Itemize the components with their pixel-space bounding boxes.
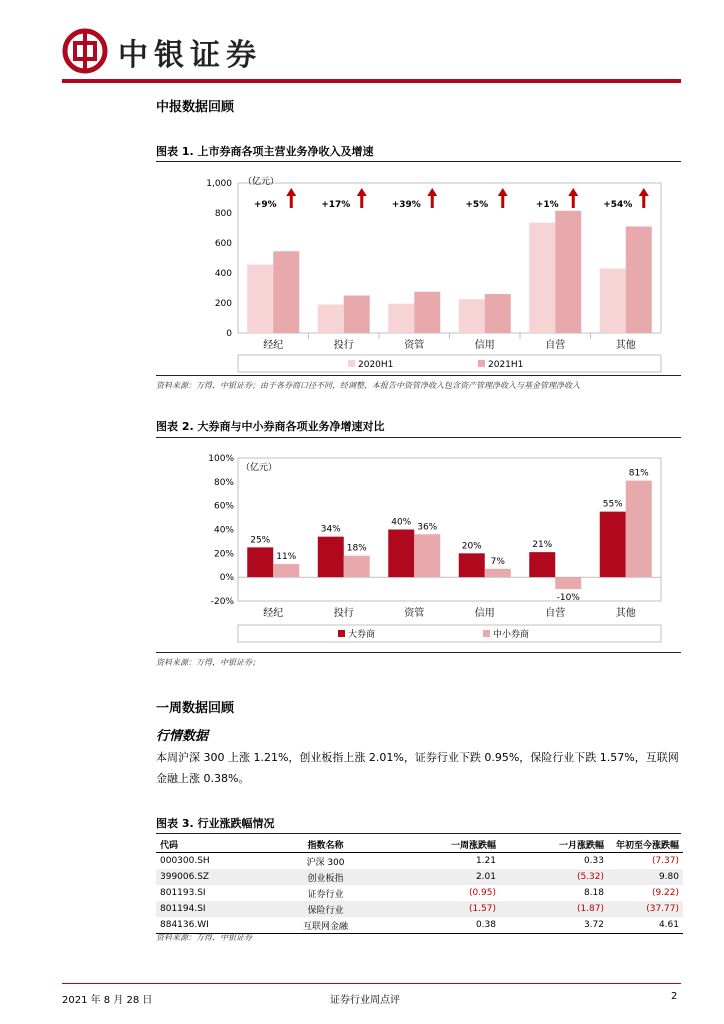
bar-small-broker: [485, 569, 511, 577]
up-arrow-shaft: [290, 195, 293, 208]
x-tick-label: 其他: [615, 608, 636, 619]
up-arrow-icon: [498, 188, 508, 196]
up-arrow-shaft: [572, 195, 575, 208]
plot-frame: [238, 458, 661, 604]
x-tick-label: 经纪: [263, 608, 284, 619]
up-arrow-icon: [286, 188, 296, 196]
table-cell: 2.01: [392, 869, 500, 885]
y-tick-label: 600: [214, 239, 232, 249]
growth-label: +1%: [535, 200, 559, 210]
table-cell: 4.61: [608, 917, 683, 934]
table-cell: 399006.SZ: [156, 869, 259, 885]
fig1-source: 资料来源：万得，中银证券；由于各券商口径不同，经调整，本报告中资管净收入包含资产管理净收入与基金管理净收入: [156, 381, 580, 390]
table-cell: 1.21: [475, 856, 496, 866]
x-tick-label: 自营: [545, 608, 566, 619]
table-cell: 0.33: [583, 856, 604, 866]
data-label: 34%: [320, 524, 341, 535]
bar-2020h1: [529, 223, 555, 333]
growth-label: +9%: [253, 200, 277, 210]
table-cell: (1.87): [500, 901, 608, 917]
table-cell: 8.18: [583, 888, 604, 898]
up-arrow-icon: [568, 188, 578, 196]
data-label: 55%: [602, 499, 623, 510]
fig3-title: 图表 3. 行业涨跌幅情况: [156, 817, 275, 830]
up-arrow-icon: [639, 188, 649, 196]
col-code: 代码: [156, 836, 259, 853]
table-cell: 9.80: [608, 869, 683, 885]
bar-2021h1: [273, 251, 299, 333]
y-unit-label: （亿元）: [241, 463, 278, 473]
fig2-source: 资料来源：万得，中银证券；: [156, 658, 260, 667]
x-tick-label: 经纪: [263, 340, 284, 351]
y-tick-label: -20%: [210, 597, 234, 607]
up-arrow-icon: [357, 188, 367, 196]
market-paragraph: 本周沪深 300 上涨 1.21%，创业板指上涨 2.01%，证券行业下跌 0.95%，保险行业下跌 1.57%，互联网金融上涨 0.38%。: [156, 751, 679, 785]
bar-large-broker: [247, 547, 273, 577]
bar-2021h1: [485, 294, 511, 333]
data-label: 40%: [391, 517, 412, 528]
growth-label: +17%: [321, 200, 351, 210]
fig1-rule: [156, 161, 681, 162]
section-title-2: 一周数据回顾: [156, 701, 235, 716]
y-tick-label: 400: [214, 269, 232, 279]
bar-2020h1: [600, 269, 626, 334]
fig2-title: 图表 2. 大券商与中小券商各项业务净增速对比: [156, 420, 385, 433]
data-label: 7%: [490, 556, 505, 567]
fig1-chart: [156, 165, 681, 375]
y-tick-label: 200: [214, 299, 232, 309]
legend-label: 2021H1: [488, 360, 524, 370]
legend-label: 中小券商: [493, 630, 530, 640]
legend-swatch: [483, 630, 490, 637]
legend-label: 大券商: [348, 630, 376, 640]
bar-small-broker: [273, 564, 299, 577]
table-cell: 0.38: [392, 917, 500, 934]
data-label: 36%: [417, 522, 438, 533]
y-tick-label: 40%: [213, 525, 234, 536]
data-label: 81%: [628, 468, 649, 479]
data-label: 20%: [461, 541, 482, 552]
data-label: -10%: [556, 593, 580, 604]
fig2-rule: [156, 437, 681, 438]
y-tick-label: 80%: [213, 477, 234, 488]
bar-large-broker: [459, 553, 485, 577]
bar-2021h1: [344, 296, 370, 334]
table-cell: (1.57): [392, 901, 500, 917]
col-month: 一月涨跌幅: [500, 836, 608, 853]
brand-name: 中银证券: [118, 38, 262, 73]
legend-swatch: [478, 360, 485, 367]
legend-label: 2020H1: [358, 360, 394, 370]
y-unit-label: （亿元）: [243, 177, 280, 187]
bar-2020h1: [388, 304, 414, 333]
col-name: 指数名称: [259, 836, 392, 853]
table-cell: (37.77): [608, 901, 683, 917]
x-tick-label: 资管: [404, 608, 425, 619]
footer-date: 2021 年 8 月 28 日: [62, 995, 153, 1006]
section-subtitle: 行情数据: [156, 729, 209, 744]
x-tick-label: 信用: [474, 340, 495, 351]
table-cell: (9.22): [651, 888, 679, 898]
growth-label: +39%: [391, 200, 421, 210]
x-tick-label: 投行: [333, 340, 354, 351]
y-tick-label: 0: [226, 329, 232, 339]
fig1-title: 图表 1. 上市券商各项主营业务净收入及增速: [156, 145, 374, 158]
brand-logo: [62, 28, 108, 74]
up-arrow-shaft: [642, 195, 645, 208]
table-cell: 创业板指: [259, 869, 392, 885]
y-tick-label: 20%: [213, 549, 234, 560]
footer-doc-title: 证券行业周点评: [330, 995, 400, 1006]
bar-small-broker: [626, 481, 652, 578]
bar-large-broker: [600, 512, 626, 578]
col-ytd: 年初至今涨跌幅: [608, 836, 683, 853]
bar-large-broker: [388, 530, 414, 578]
bar-2021h1: [414, 292, 440, 333]
bar-2021h1: [555, 211, 581, 333]
up-arrow-icon: [427, 188, 437, 196]
bar-small-broker: [344, 556, 370, 577]
y-tick-label: 0%: [219, 573, 234, 584]
bar-2020h1: [247, 265, 273, 333]
table-row: [156, 885, 683, 901]
up-arrow-shaft: [431, 195, 434, 208]
growth-label: +54%: [603, 200, 633, 210]
table-cell: (5.32): [500, 869, 608, 885]
x-tick-label: 资管: [404, 340, 425, 351]
table-cell: 证券行业: [307, 889, 344, 900]
footer-bar: [62, 983, 681, 984]
table-cell: (0.95): [468, 888, 496, 898]
fig3-source: 资料来源：万得，中银证券: [156, 933, 252, 942]
data-label: 21%: [532, 540, 553, 551]
table-cell: 000300.SH: [160, 856, 210, 866]
header-bar: [62, 79, 681, 83]
y-tick-label: 1,000: [206, 179, 232, 189]
fig2-bottom-rule: [156, 652, 681, 653]
up-arrow-shaft: [360, 195, 363, 208]
table-row: [156, 901, 683, 917]
bar-2020h1: [318, 305, 344, 334]
x-tick-label: 其他: [615, 340, 636, 351]
data-label: 25%: [250, 535, 271, 546]
bar-large-broker: [529, 552, 555, 577]
data-label: 18%: [346, 543, 367, 554]
y-tick-label: 60%: [213, 501, 234, 512]
table-cell: (7.37): [651, 856, 679, 866]
x-tick-label: 自营: [545, 340, 566, 351]
bar-2020h1: [459, 299, 485, 333]
table-cell: 884136.WI: [156, 917, 259, 934]
footer-page-number: 2: [671, 991, 678, 1002]
table-row: [156, 869, 683, 885]
table-cell: 互联网金融: [259, 917, 392, 934]
data-label: 11%: [276, 552, 297, 563]
legend-box: [238, 625, 661, 642]
fig3-rule: [156, 833, 681, 834]
y-tick-label: 100%: [208, 454, 234, 464]
table-header-row: [156, 836, 683, 853]
up-arrow-shaft: [501, 195, 504, 208]
col-week: 一周涨跌幅: [392, 836, 500, 853]
fig1-bottom-rule: [156, 375, 681, 376]
bar-large-broker: [318, 537, 344, 578]
y-tick-label: 800: [214, 209, 232, 219]
bank-logo-icon: [62, 28, 108, 74]
table-cell: 801194.SI: [156, 901, 259, 917]
x-tick-label: 信用: [474, 608, 495, 619]
table-cell: 沪深 300: [306, 857, 345, 868]
bar-2021h1: [626, 227, 652, 334]
plot-frame: [238, 183, 661, 333]
x-tick-label: 投行: [333, 608, 354, 619]
legend-swatch: [338, 630, 345, 637]
fig2-chart: [156, 440, 681, 652]
table-row: [156, 853, 683, 870]
bar-small-broker: [414, 534, 440, 577]
legend-box: [238, 355, 661, 372]
growth-label: +5%: [465, 200, 489, 210]
section-title-1: 中报数据回顾: [156, 100, 235, 115]
table-cell: 保险行业: [259, 901, 392, 917]
index-table: [156, 836, 683, 934]
bar-small-broker: [555, 577, 581, 589]
table-cell: 801193.SI: [160, 888, 206, 898]
legend-swatch: [348, 360, 355, 367]
table-cell: 3.72: [500, 917, 608, 934]
